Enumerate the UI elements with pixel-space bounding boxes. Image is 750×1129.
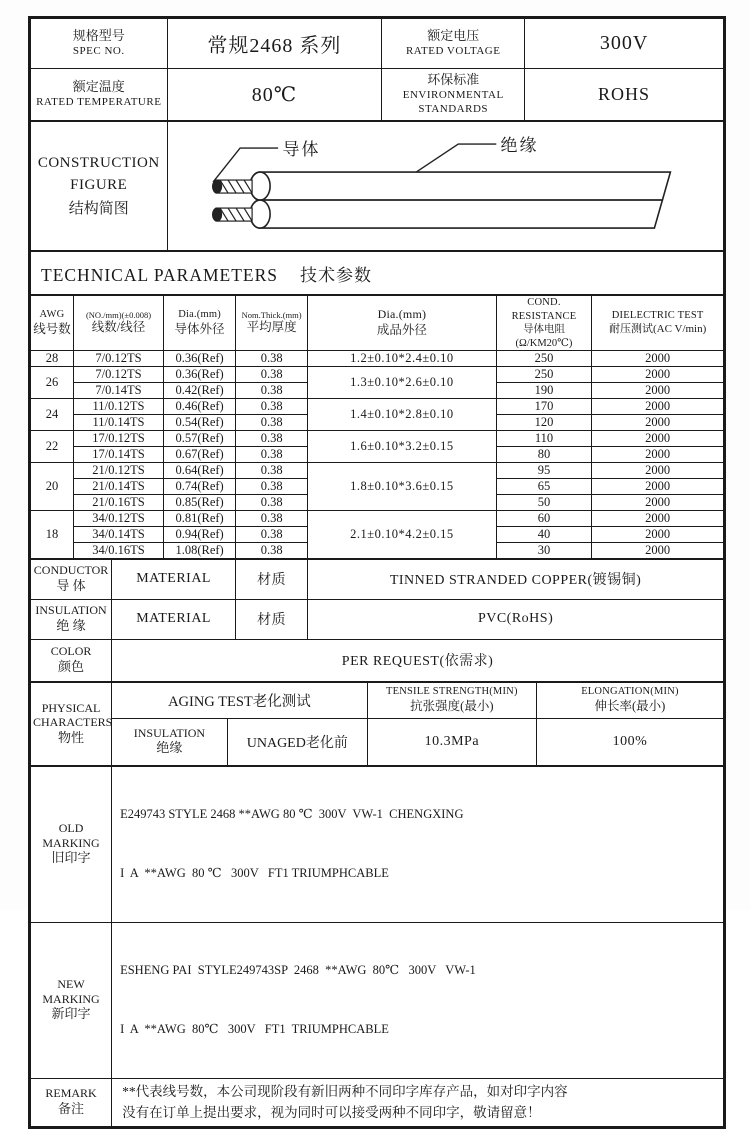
environmental-standards-label-en1: ENVIRONMENTAL [402, 89, 504, 102]
info-table [30, 18, 724, 121]
table-row [31, 510, 724, 526]
thickness-cell: 0.38 [236, 430, 308, 446]
old-marking-label-en: OLD MARKING [42, 821, 100, 850]
old-marking-value [112, 766, 724, 922]
header-thickness [236, 296, 308, 351]
unaged-label: UNAGED老化前 [227, 718, 367, 765]
resistance-cell: 30 [496, 542, 592, 558]
conductor-label-zh: 导 体 [56, 577, 86, 593]
physical-insulation-zh: 绝缘 [156, 740, 183, 756]
environmental-standards-label [382, 69, 525, 121]
overall-dia-cell: 2.1±0.10*4.2±0.15 [308, 510, 497, 558]
conductor-dia-cell: 1.08(Ref) [164, 542, 236, 558]
resistance-cell: 250 [496, 350, 592, 366]
table-row [31, 366, 724, 382]
color-label-zh: 颜色 [58, 658, 85, 674]
environmental-standards-label-zh: 环保标准 [427, 72, 480, 88]
insulation-material-label: MATERIAL [112, 599, 236, 639]
header-awg-zh: 线号数 [33, 321, 71, 336]
conductor-dia-cell: 0.85(Ref) [164, 494, 236, 510]
conductor-material-value: TINNED STRANDED COPPER(镀锡铜) [308, 559, 724, 599]
conductor-dia-cell: 0.36(Ref) [164, 366, 236, 382]
technical-parameters-title-en: TECHNICAL PARAMETERS [41, 264, 278, 285]
strand-cell: 7/0.12TS [73, 350, 163, 366]
conductor-dia-cell: 0.94(Ref) [164, 526, 236, 542]
header-conductor-dia-zh: 导体外径 [174, 321, 225, 336]
header-strand-zh: 线数/线径 [91, 320, 146, 335]
color-section-label [31, 639, 112, 681]
remark-value [112, 1078, 724, 1126]
thickness-cell: 0.38 [236, 526, 308, 542]
dielectric-cell: 2000 [592, 478, 724, 494]
spec-no-label [31, 19, 168, 69]
resistance-cell: 110 [496, 430, 592, 446]
spec-no-label-en: SPEC NO. [72, 45, 125, 58]
header-resistance [496, 296, 592, 351]
dielectric-cell: 2000 [592, 510, 724, 526]
insulation-figure-label: 绝缘 [500, 136, 539, 155]
overall-dia-cell: 1.4±0.10*2.8±0.10 [308, 398, 497, 430]
insulation-end-face [250, 172, 270, 200]
remark-label [31, 1078, 112, 1126]
color-value: PER REQUEST(依需求) [112, 639, 724, 681]
physical-label-en2: CHARACTERS [33, 715, 113, 730]
elongation-value: 100% [536, 718, 723, 765]
thickness-cell: 0.38 [236, 478, 308, 494]
rated-temperature-value: 80℃ [167, 69, 382, 121]
resistance-cell: 60 [496, 510, 592, 526]
thickness-cell: 0.38 [236, 414, 308, 430]
strand-cell: 21/0.14TS [73, 478, 163, 494]
tensile-strength-en: TENSILE STRENGTH(MIN) [386, 686, 518, 698]
header-resistance-en: COND. RESISTANCE [511, 297, 577, 322]
old-marking-label-zh: 旧印字 [51, 850, 91, 866]
tensile-strength-value: 10.3MPa [367, 718, 536, 765]
header-conductor-dia-en: Dia.(mm) [178, 309, 221, 321]
resistance-cell: 170 [496, 398, 592, 414]
overall-dia-cell: 1.3±0.10*2.6±0.10 [308, 366, 497, 398]
rated-voltage-label-zh: 额定电压 [427, 28, 480, 44]
strand-cell: 17/0.12TS [73, 430, 163, 446]
header-awg [31, 296, 74, 351]
awg-cell: 22 [31, 430, 74, 462]
dielectric-cell: 2000 [592, 494, 724, 510]
conductor-figure-label: 导体 [282, 140, 321, 159]
markings-table [30, 766, 724, 1127]
header-resistance-zh: 导体电阻(Ω/KM20℃) [515, 324, 573, 349]
rated-voltage-label-en: RATED VOLTAGE [405, 45, 501, 58]
conductor-section-label [31, 559, 112, 599]
thickness-cell: 0.38 [236, 510, 308, 526]
resistance-cell: 40 [496, 526, 592, 542]
thickness-cell: 0.38 [236, 462, 308, 478]
awg-cell: 18 [31, 510, 74, 558]
physical-section-label [31, 682, 112, 765]
resistance-cell: 190 [496, 382, 592, 398]
header-dielectric-en: DIELECTRIC TEST [611, 310, 704, 322]
parameters-table [30, 295, 724, 559]
rated-voltage-label [382, 19, 525, 69]
new-marking-line2: I A **AWG 80℃ 300V FT1 TRIUMPHCABLE [120, 1021, 389, 1036]
insulation-label-en: INSULATION [35, 603, 107, 618]
remark-line2: 没有在订单上提出要求，视为同时可以接受两种不同印字，敬请留意！ [122, 1105, 541, 1121]
strand-cell: 21/0.12TS [73, 462, 163, 478]
construction-figure-cell [167, 122, 723, 251]
thickness-cell: 0.38 [236, 398, 308, 414]
cable-figure [168, 122, 723, 250]
header-overall-dia-en: Dia.(mm) [377, 307, 427, 322]
spec-no-value: 常规2468 系列 [167, 19, 382, 69]
thickness-cell: 0.38 [236, 350, 308, 366]
tensile-strength-zh: 抗张强度(最小) [410, 699, 494, 714]
rated-temperature-label-en: RATED TEMPERATURE [36, 96, 162, 109]
conductor-dia-cell: 0.36(Ref) [164, 350, 236, 366]
tensile-strength-header [367, 682, 536, 718]
strand-cell: 7/0.14TS [73, 382, 163, 398]
remark-label-zh: 备注 [58, 1100, 85, 1116]
color-label-en: COLOR [50, 644, 92, 659]
overall-dia-cell: 1.6±0.10*3.2±0.15 [308, 430, 497, 462]
insulation-material-label-zh: 材质 [236, 599, 308, 639]
strand-cell: 11/0.12TS [73, 398, 163, 414]
insulation-section-label [31, 599, 112, 639]
remark-line1: **代表线号数，本公司现阶段有新旧两种不同印字库存产品，如对印字内容 [122, 1083, 568, 1099]
physical-table [30, 682, 724, 766]
awg-cell: 26 [31, 366, 74, 398]
insulation-end-face [250, 200, 270, 228]
insulation-label-zh: 绝 缘 [56, 617, 86, 633]
rated-temperature-label [31, 69, 168, 121]
thickness-cell: 0.38 [236, 382, 308, 398]
header-overall-dia [308, 296, 497, 351]
overall-dia-cell: 1.2±0.10*2.4±0.10 [308, 350, 497, 366]
new-marking-label-en: NEW MARKING [42, 977, 100, 1006]
insulation-material-value: PVC(RoHS) [308, 599, 724, 639]
resistance-cell: 80 [496, 446, 592, 462]
table-row [31, 462, 724, 478]
header-thickness-zh: 平均厚度 [246, 320, 297, 335]
dielectric-cell: 2000 [592, 366, 724, 382]
header-dielectric-zh: 耐压测试(AC V/min) [609, 322, 707, 335]
remark-label-en: REMARK [45, 1086, 97, 1101]
thickness-cell: 0.38 [236, 446, 308, 462]
physical-label-zh: 物性 [58, 729, 85, 745]
old-marking-line1: E249743 STYLE 2468 **AWG 80 ℃ 300V VW-1 CHENGXING [120, 807, 464, 822]
conductor-dia-cell: 0.74(Ref) [164, 478, 236, 494]
aging-test-label: AGING TEST老化测试 [112, 682, 368, 718]
construction-label-zh: 结构简图 [68, 200, 129, 217]
physical-insulation-en: INSULATION [133, 725, 206, 740]
insulation-leader-line [416, 144, 496, 172]
rated-voltage-value: 300V [525, 19, 724, 69]
header-overall-dia-zh: 成品外径 [376, 322, 427, 337]
conductor-dia-cell: 0.57(Ref) [164, 430, 236, 446]
conductor-dia-cell: 0.42(Ref) [164, 382, 236, 398]
old-marking-line2: I A **AWG 80 ℃ 300V FT1 TRIUMPHCABLE [120, 865, 389, 880]
overall-dia-cell: 1.8±0.10*3.6±0.15 [308, 462, 497, 510]
conductor-strands [212, 180, 252, 221]
resistance-cell: 250 [496, 366, 592, 382]
new-marking-line1: ESHENG PAI STYLE249743SP 2468 **AWG 80℃ 300V VW-1 [120, 963, 476, 978]
resistance-cell: 65 [496, 478, 592, 494]
tech-title-table [30, 251, 724, 295]
header-strand-en: (NO./mm)(±0.008) [85, 310, 152, 321]
awg-cell: 20 [31, 462, 74, 510]
conductor-dia-cell: 0.81(Ref) [164, 510, 236, 526]
strand-cell: 34/0.12TS [73, 510, 163, 526]
thickness-cell: 0.38 [236, 366, 308, 382]
awg-cell: 24 [31, 398, 74, 430]
header-thickness-en: Nom.Thick.(mm) [241, 310, 302, 321]
dielectric-cell: 2000 [592, 446, 724, 462]
strand-cell: 34/0.14TS [73, 526, 163, 542]
header-conductor-dia [164, 296, 236, 351]
resistance-cell: 50 [496, 494, 592, 510]
dielectric-cell: 2000 [592, 430, 724, 446]
dielectric-cell: 2000 [592, 462, 724, 478]
new-marking-label-zh: 新印字 [51, 1006, 91, 1022]
rated-temperature-label-zh: 额定温度 [72, 79, 125, 95]
dielectric-cell: 2000 [592, 398, 724, 414]
conductor-material-label-zh: 材质 [236, 559, 308, 599]
cable-figure-drawing [168, 122, 723, 245]
conductor-label-en: CONDUCTOR [33, 563, 109, 578]
strand-cell: 17/0.14TS [73, 446, 163, 462]
header-dielectric [592, 296, 724, 351]
table-row [31, 430, 724, 446]
new-marking-value [112, 922, 724, 1078]
environmental-standards-label-en2: STANDARDS [418, 102, 489, 115]
spec-no-label-zh: 规格型号 [72, 28, 125, 44]
strand-cell: 21/0.16TS [73, 494, 163, 510]
dielectric-cell: 2000 [592, 414, 724, 430]
elongation-en: ELONGATION(MIN) [581, 686, 679, 698]
construction-figure-label [31, 122, 168, 251]
materials-table [30, 559, 724, 682]
new-marking-label [31, 922, 112, 1078]
dielectric-cell: 2000 [592, 526, 724, 542]
strand-cell: 7/0.12TS [73, 366, 163, 382]
conductor-dia-cell: 0.64(Ref) [164, 462, 236, 478]
insulation-body [250, 200, 662, 228]
dielectric-cell: 2000 [592, 542, 724, 558]
conductor-dia-cell: 0.67(Ref) [164, 446, 236, 462]
physical-insulation-label [112, 718, 228, 765]
header-awg-en: AWG [39, 309, 65, 321]
awg-cell: 28 [31, 350, 74, 366]
technical-parameters-title [31, 252, 724, 295]
environmental-standards-value: ROHS [525, 69, 724, 121]
elongation-header [536, 682, 723, 718]
dielectric-cell: 2000 [592, 350, 724, 366]
table-row [31, 398, 724, 414]
physical-label-en1: PHYSICAL [41, 700, 101, 715]
insulation-body [250, 172, 670, 200]
conductor-material-label: MATERIAL [112, 559, 236, 599]
thickness-cell: 0.38 [236, 542, 308, 558]
strand-cell: 34/0.16TS [73, 542, 163, 558]
table-row [31, 350, 724, 366]
header-strand [73, 296, 163, 351]
dielectric-cell: 2000 [592, 382, 724, 398]
elongation-zh: 伸长率(最小) [594, 699, 666, 714]
strand-cell: 11/0.14TS [73, 414, 163, 430]
resistance-cell: 120 [496, 414, 592, 430]
construction-label-en2: FIGURE [70, 177, 128, 194]
resistance-cell: 95 [496, 462, 592, 478]
spec-document [28, 16, 726, 1129]
construction-label-en1: CONSTRUCTION [37, 154, 160, 171]
conductor-dia-cell: 0.46(Ref) [164, 398, 236, 414]
construction-table [30, 121, 724, 251]
technical-parameters-title-zh: 技术参数 [300, 265, 372, 285]
conductor-dia-cell: 0.54(Ref) [164, 414, 236, 430]
old-marking-label [31, 766, 112, 922]
thickness-cell: 0.38 [236, 494, 308, 510]
